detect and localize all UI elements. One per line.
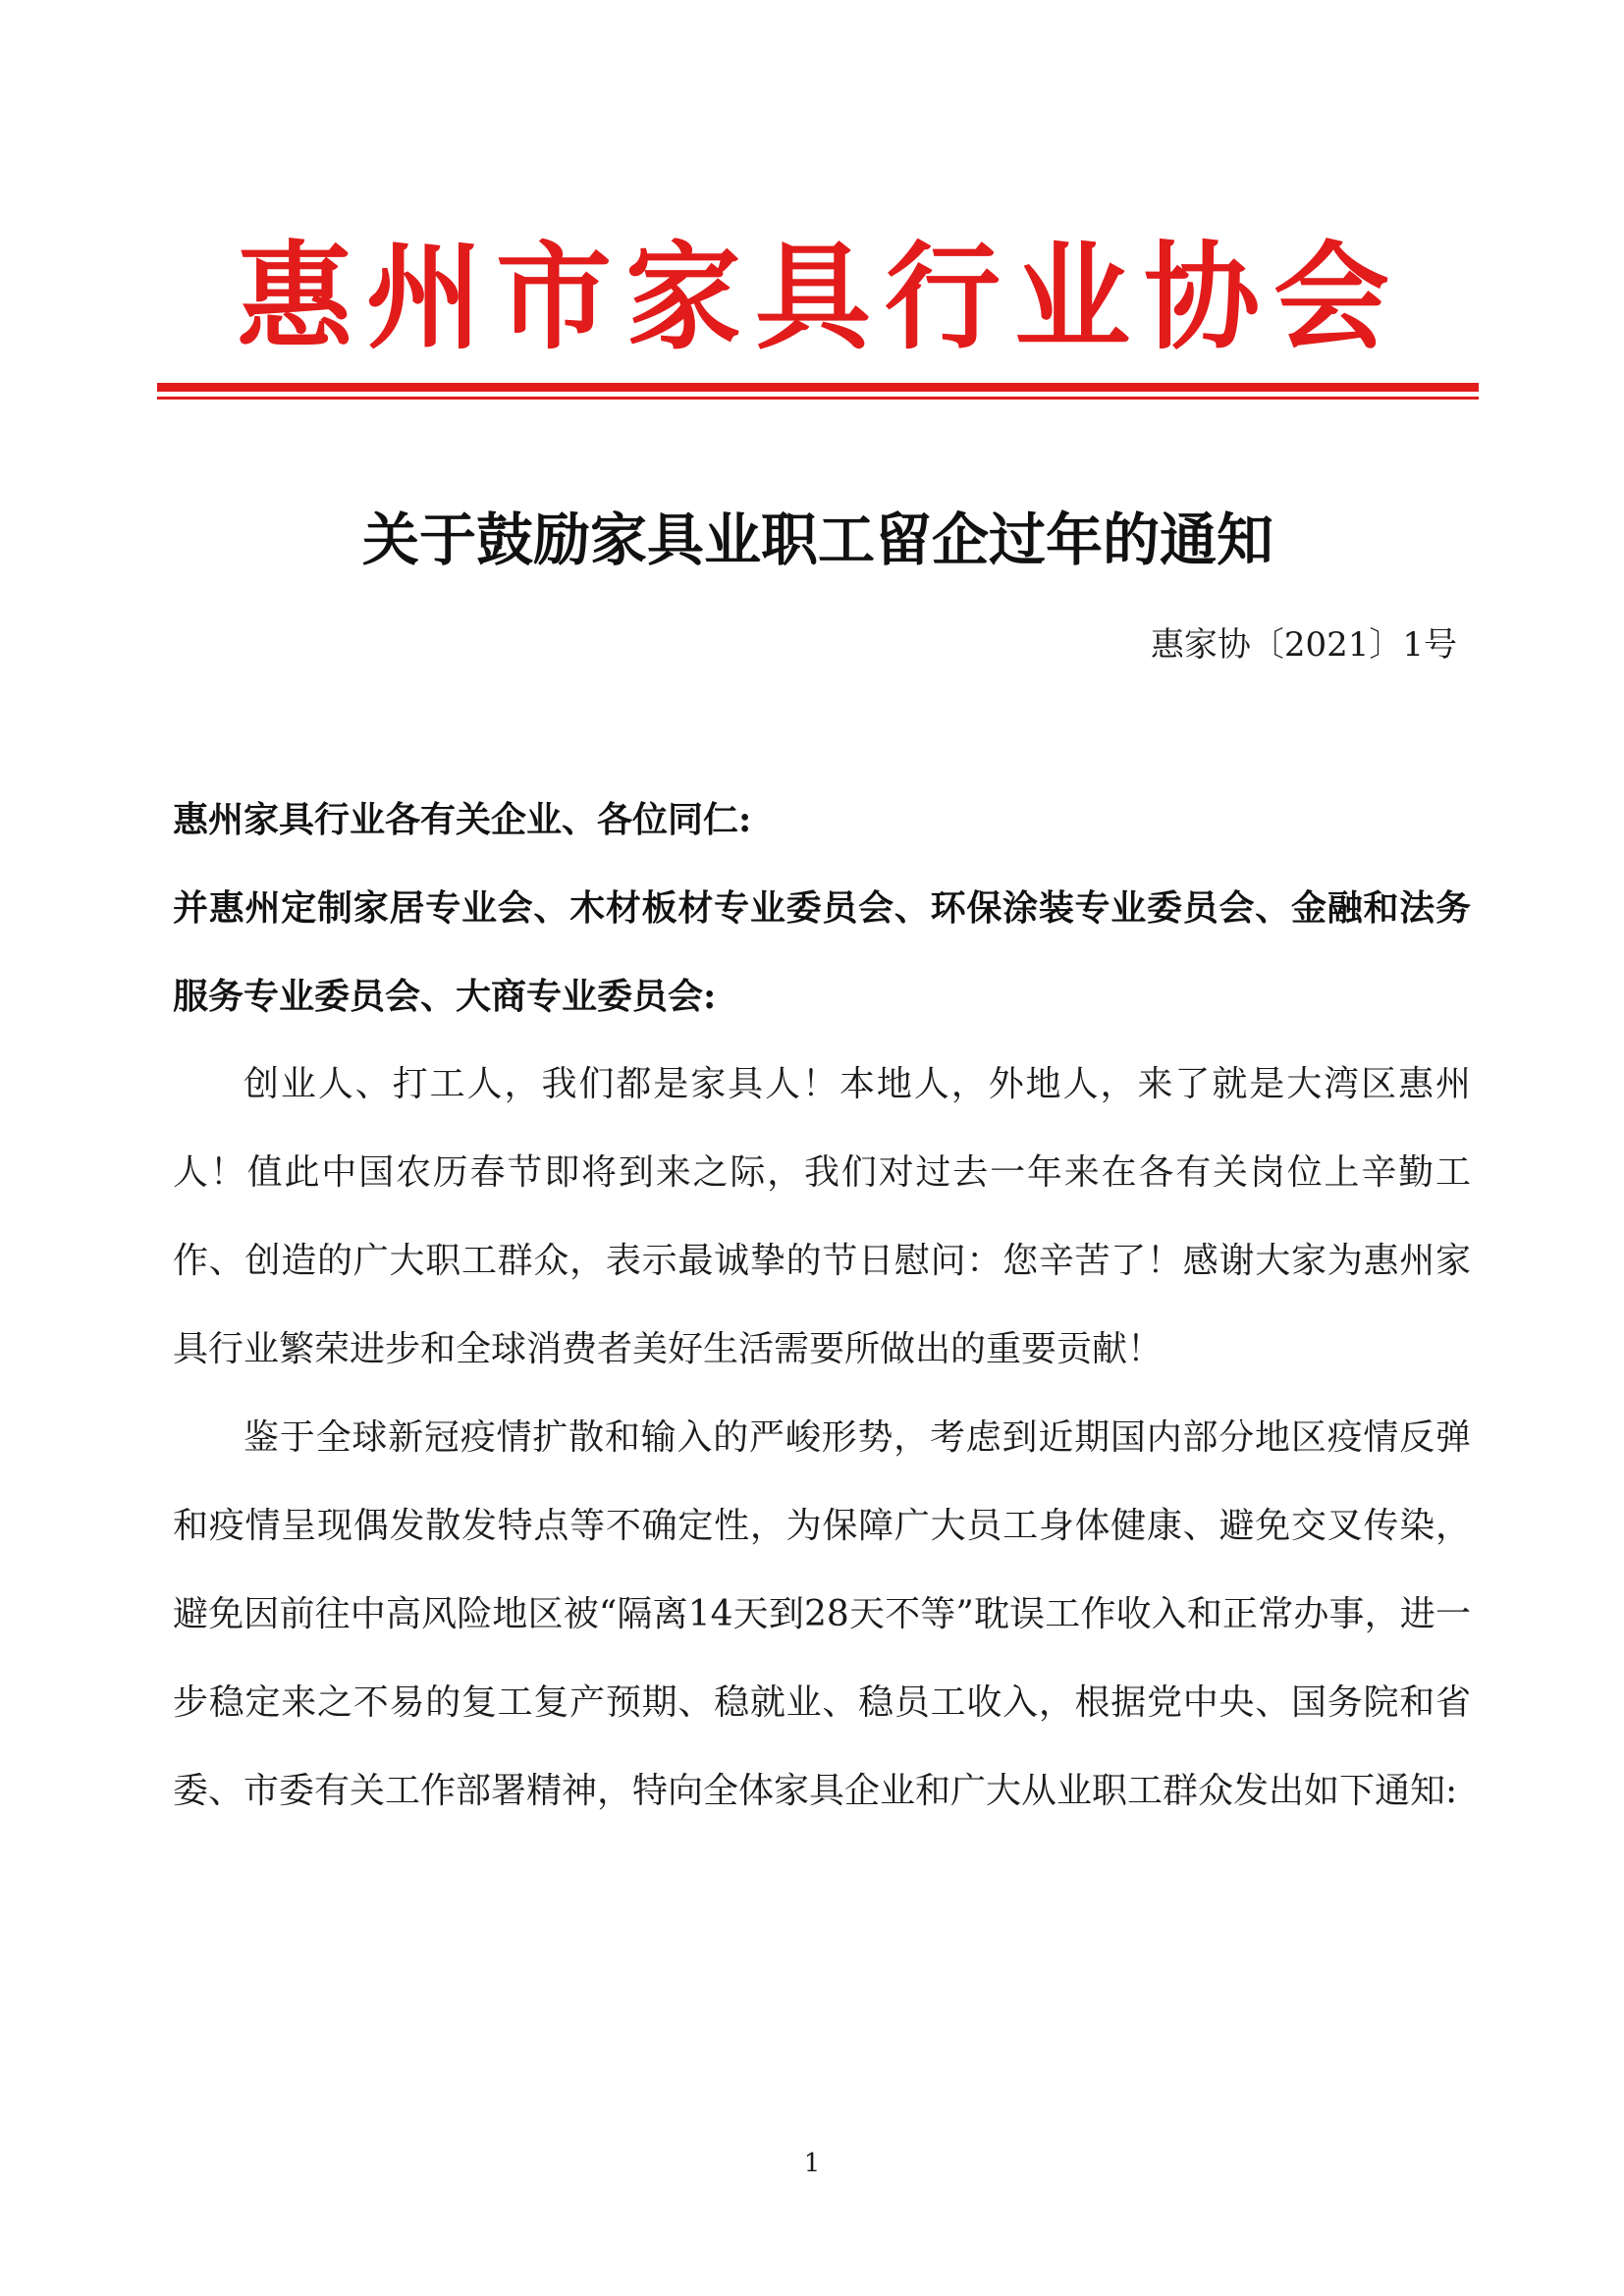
body-paragraph-reasoning: 鉴于全球新冠疫情扩散和输入的严峻形势，考虑到近期国内部分地区疫情反弹和疫情呈现偶发散发特点等不确定性，为保障广大员工身体健康、避免交叉传染，避免因前往中高风险地区被“隔离14天到28天不等”耽误工作收入和正常办事，进一步稳定来之不易的复工复产预期、稳就业、稳员工收入，根据党中央、国务院和省委、市委有关工作部署精神，特向全体家具企业和广大从业职工群众发出如下通知: xyxy=(173,1417,1471,1811)
masthead-rule-thin xyxy=(157,397,1479,400)
addressee-line: 惠州家具行业各有关企业、各位同仁: xyxy=(173,799,752,840)
addressee-committees: 并惠州定制家居专业会、木材板材专业委员会、环保涂装专业委员会、金融和法务服务专业委员会、大商专业委员会: xyxy=(173,887,1471,1017)
page-number: 1 xyxy=(803,2149,821,2178)
body-paragraph-greeting: 创业人、打工人，我们都是家具人！本地人，外地人，来了就是大湾区惠州人！值此中国农历春节即将到来之际，我们对过去一年来在各有关岗位上辛勤工作、创造的广大职工群众，表示最诚挚的节日慰问：您辛苦了！感谢大家为惠州家具行业繁荣进步和全球消费者美好生活需要所做出的重要贡献！ xyxy=(173,1064,1471,1369)
notice-title: 关于鼓励家具业职工留企过年的通知 xyxy=(361,507,1273,573)
masthead-rule-thick xyxy=(157,383,1479,392)
document-number: 惠家协〔2021〕1号 xyxy=(1150,625,1457,665)
association-masthead: 惠州市家具行业协会 xyxy=(236,229,1403,365)
